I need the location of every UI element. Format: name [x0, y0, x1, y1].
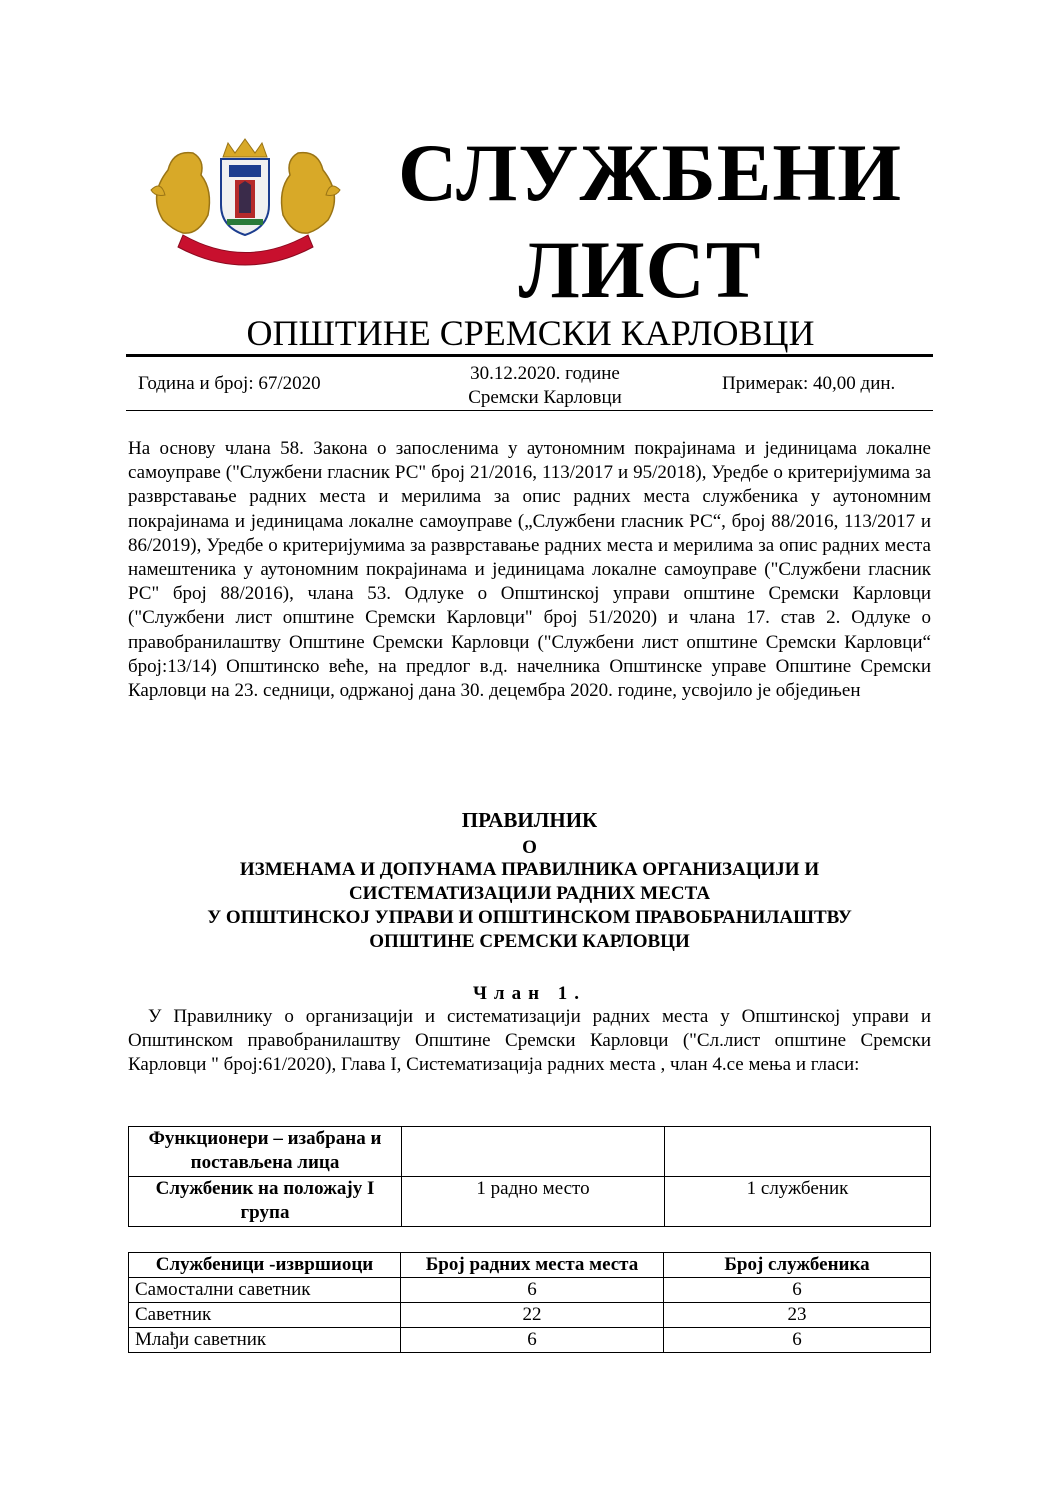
table-header: Број радних места места: [401, 1253, 664, 1278]
document-title: ПРАВИЛНИК: [461, 808, 598, 832]
table-cell: Млађи саветник: [129, 1328, 401, 1353]
table-cell: 1 радно место: [402, 1177, 665, 1227]
table-header: Службеници -извршиоци: [129, 1253, 401, 1278]
document-subtitle-line1: ИЗМЕНАМА И ДОПУНАМА ПРАВИЛНИКА ОРГАНИЗАЦИЈИ И: [239, 859, 820, 880]
masthead-title-line1: СЛУЖБЕНИ: [397, 127, 902, 218]
officials-table: [128, 1126, 931, 1227]
table-cell: 6: [664, 1328, 931, 1353]
document-subtitle-line3: У ОПШТИНСКОЈ УПРАВИ И ОПШТИНСКОМ ПРАВОБРАНИЛАШТВУ: [207, 907, 852, 928]
table-row: [129, 1127, 931, 1177]
issue-date-place: [440, 362, 650, 410]
table-cell: 22: [401, 1303, 664, 1328]
table-header-row: [129, 1253, 931, 1278]
issue-price: Примерак: 40,00 дин.: [722, 373, 896, 394]
document-subtitle-line2: СИСТЕМАТИЗАЦИЈИ РАДНИХ МЕСТА: [348, 883, 711, 904]
table-cell: Самостални саветник: [129, 1278, 401, 1303]
article-text: У Правилнику о организацији и систематизацији радних места у Општинској управи и Општинском правобранилаштву Општине Сремски Карловци ("Сл.лист општине Сремски Карловци " број:61/2020), Глава I, Систематизација радних места , члан 4.се мења и гласи:: [128, 1006, 931, 1076]
table-cell: [665, 1127, 931, 1177]
article-label: Члан 1.: [472, 983, 587, 1004]
table-cell: 6: [401, 1328, 664, 1353]
intro-paragraph: На основу члана 58. Закона о запосленима у аутономним покрајинама и јединицама локалне самоуправе ("Службени гласник РС" број 21/2016, 113/2017 и 95/2018), Уредбе о критеријумима за разврставање радних места и мерилима за опис радних места службеника у аутономним покрајинама и јединицама локалне самоуправе („Службени гласник РС“, број 88/2016, 113/2017 и 86/2019), Уредбе о критеријумима за разврставање радних места и мерилима за опис радних места намештеника у аутономним покрајинама и јединицама локалне самоуправе ("Службени гласник РС" број 88/2016), члана 53. Одлуке о Општинској управи општине Сремски Карловци ("Службени лист општине Сремски Карловци" број 51/2020) и члана 17. став 2. Одлуке о правобранилаштву Општине Сремски Карловци ("Службени лист општине Сремски Карловци“ број:13/14) Општинско веће, на предлог в.д. начелника Општинске управе Општине Сремски Карловци на 23. седници, одржаној дана 30. децембра 2020. године, усвојило је обједињен: [128, 438, 931, 702]
document-title-o: О: [522, 837, 537, 858]
issue-number: Година и број: 67/2020: [138, 373, 321, 394]
table-cell: 1 службеник: [665, 1177, 931, 1227]
table-cell: Функционери – изабрана и постављена лица: [129, 1127, 402, 1177]
issue-place: Сремски Карловци: [468, 387, 622, 408]
table-row: [129, 1177, 931, 1227]
table-cell: 6: [401, 1278, 664, 1303]
table-row: [129, 1328, 931, 1353]
coat-of-arms-logo: [143, 135, 348, 270]
staff-table: [128, 1252, 931, 1353]
document-subtitle-line4: ОПШТИНЕ СРЕМСКИ КАРЛОВЦИ: [369, 931, 690, 952]
table-row: [129, 1278, 931, 1303]
header-rule-bottom: [126, 410, 933, 411]
table-cell: 23: [664, 1303, 931, 1328]
header-rule-top: [126, 354, 933, 357]
issue-date: 30.12.2020. године: [470, 363, 620, 384]
masthead-subtitle: ОПШТИНЕ СРЕМСКИ КАРЛОВЦИ: [246, 313, 815, 353]
table-row: [129, 1303, 931, 1328]
masthead-title-line2: ЛИСТ: [518, 224, 762, 315]
table-cell: Саветник: [129, 1303, 401, 1328]
table-header: Број службеника: [664, 1253, 931, 1278]
table-cell: Службеник на положају I група: [129, 1177, 402, 1227]
table-cell: [402, 1127, 665, 1177]
table-cell: 6: [664, 1278, 931, 1303]
